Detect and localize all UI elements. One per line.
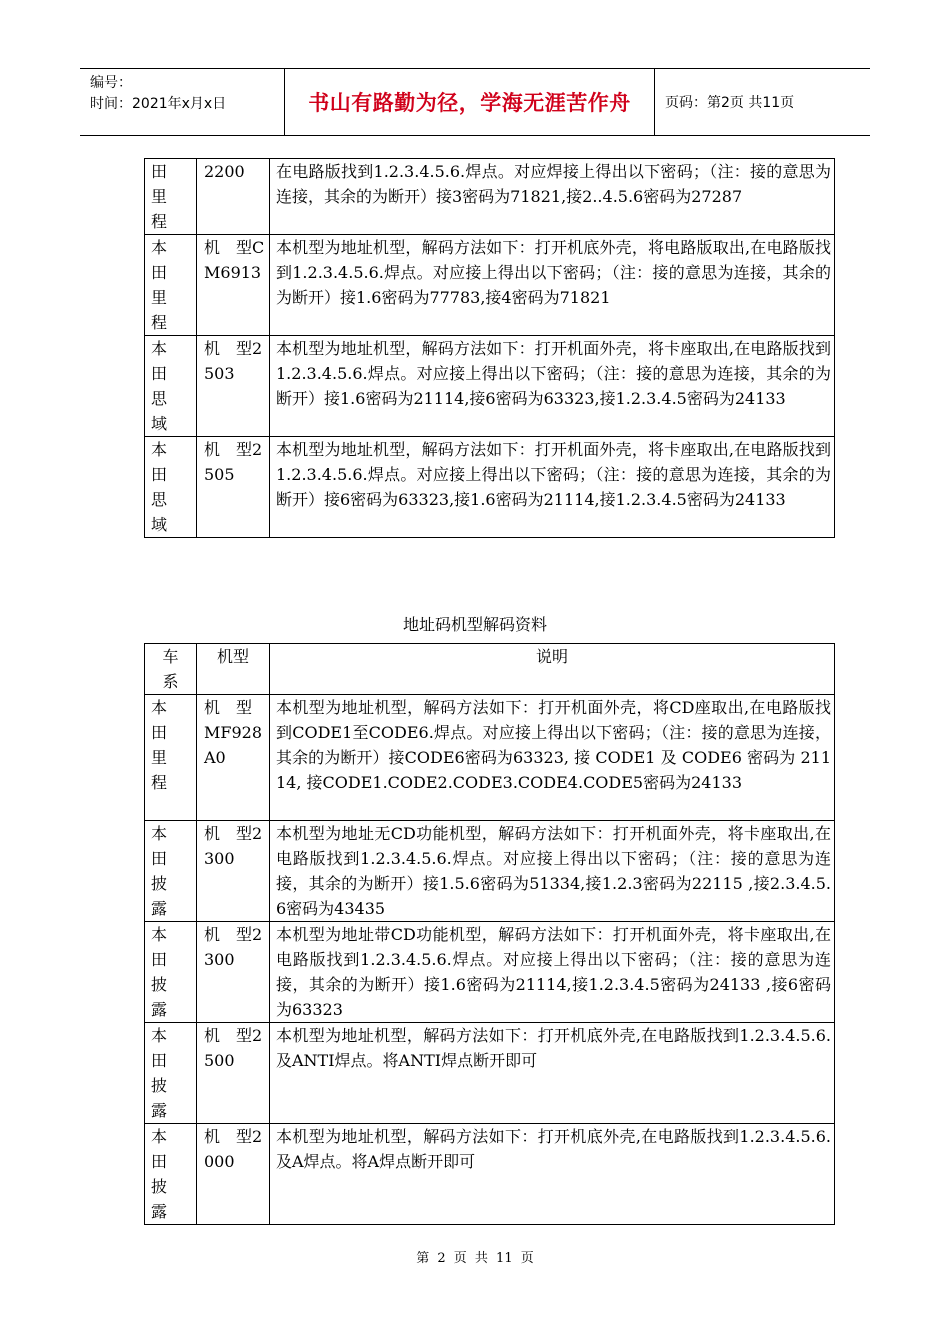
brand-cell: 本田披露 (145, 1023, 197, 1124)
desc-cell: 本机型为地址带CD功能机型，解码方法如下：打开机面外壳，将卡座取出,在电路版找到1.2.3.4.5.6.焊点。对应接上得出以下密码；（注：接的意思为连接，其余的为断开）接1.6密码为21114,接1.2.3.4.5密码为24133 ,接6密码为63323 (270, 922, 835, 1023)
desc-cell: 本机型为地址机型，解码方法如下：打开机底外壳，将电路版取出,在电路版找到1.2.3.4.5.6.焊点。对应接上得出以下密码；（注：接的意思为连接，其余的为断开）接1.6密码为77783,接4密码为71821 (270, 235, 835, 336)
brand-cell: 本田披露 (145, 1124, 197, 1225)
model-cell: 机 型2505 (197, 437, 270, 538)
model-cell: 机 型CM6913 (197, 235, 270, 336)
brand-cell: 田里程 (145, 159, 197, 235)
model-cell: 机 型2503 (197, 336, 270, 437)
brand-cell: 本田披露 (145, 821, 197, 922)
header-desc: 说明 (270, 644, 835, 695)
header-page-info: 页码：第2页 共11页 (665, 95, 795, 111)
header-time-label: 时间：2021年x月x日 (90, 96, 227, 112)
desc-cell: 本机型为地址机型，解码方法如下：打开机面外壳，将卡座取出,在电路版找到1.2.3.4.5.6.焊点。对应接上得出以下密码；（注：接的意思为连接，其余的为断开）接6密码为63323,接1.6密码为21114,接1.2.3.4.5密码为24133 (270, 437, 835, 538)
model-cell: 机 型MF928A0 (197, 695, 270, 821)
model-cell: 机 型2500 (197, 1023, 270, 1124)
table-row (145, 821, 835, 922)
header-motto: 书山有路勤为径，学海无涯苦作舟 (285, 69, 655, 135)
desc-cell: 在电路版找到1.2.3.4.5.6.焊点。对应焊接上得出以下密码；（注：接的意思为连接，其余的为断开）接3密码为71821,接2..4.5.6密码为27287 (270, 159, 835, 235)
address-decode-table (144, 643, 835, 1225)
decode-table-continued (144, 158, 835, 538)
model-cell: 机 型2300 (197, 922, 270, 1023)
header-meta (80, 69, 285, 135)
model-cell: 机 型2300 (197, 821, 270, 922)
page-header (80, 68, 870, 136)
table-row (145, 1023, 835, 1124)
header-number-label: 编号： (90, 75, 132, 91)
header-model: 机型 (197, 644, 270, 695)
model-cell: 2200 (197, 159, 270, 235)
desc-cell: 本机型为地址机型，解码方法如下：打开机面外壳，将CD座取出,在电路版找到CODE1至CODE6.焊点。对应接上得出以下密码；（注：接的意思为连接，其余的为断开）接CODE6密码为63323, 接 CODE1 及 CODE6 密码为 21114, 接CODE1.CODE2.CODE3.CODE4.CODE5密码为24133 (270, 695, 835, 821)
table-row (145, 235, 835, 336)
desc-cell: 本机型为地址机型，解码方法如下：打开机底外壳,在电路版找到1.2.3.4.5.6.及ANTI焊点。将ANTI焊点断开即可 (270, 1023, 835, 1124)
brand-cell: 本田思域 (145, 336, 197, 437)
page-footer: 第 2 页 共 11 页 (416, 1251, 534, 1266)
brand-cell: 本田里程 (145, 695, 197, 821)
table-row (145, 1124, 835, 1225)
table-row (145, 159, 835, 235)
brand-cell: 本田里程 (145, 235, 197, 336)
desc-cell: 本机型为地址机型，解码方法如下：打开机底外壳,在电路版找到1.2.3.4.5.6.及A焊点。将A焊点断开即可 (270, 1124, 835, 1225)
table-row (145, 437, 835, 538)
desc-cell: 本机型为地址机型，解码方法如下：打开机面外壳，将卡座取出,在电路版找到1.2.3.4.5.6.焊点。对应接上得出以下密码；（注：接的意思为连接，其余的为断开）接1.6密码为21114,接6密码为63323,接1.2.3.4.5密码为24133 (270, 336, 835, 437)
table-row (145, 336, 835, 437)
header-brand: 车系 (145, 644, 197, 695)
desc-cell: 本机型为地址无CD功能机型，解码方法如下：打开机面外壳，将卡座取出,在电路版找到1.2.3.4.5.6.焊点。对应接上得出以下密码；（注：接的意思为连接，其余的为断开）接1.5.6密码为51334,接1.2.3密码为22115 ,接2.3.4.5.6密码为43435 (270, 821, 835, 922)
model-cell: 机 型2000 (197, 1124, 270, 1225)
table-row (145, 922, 835, 1023)
brand-cell: 本田思域 (145, 437, 197, 538)
brand-cell: 本田披露 (145, 922, 197, 1023)
table-row (145, 695, 835, 821)
table-caption: 地址码机型解码资料 (402, 615, 547, 634)
table-header-row (145, 644, 835, 695)
